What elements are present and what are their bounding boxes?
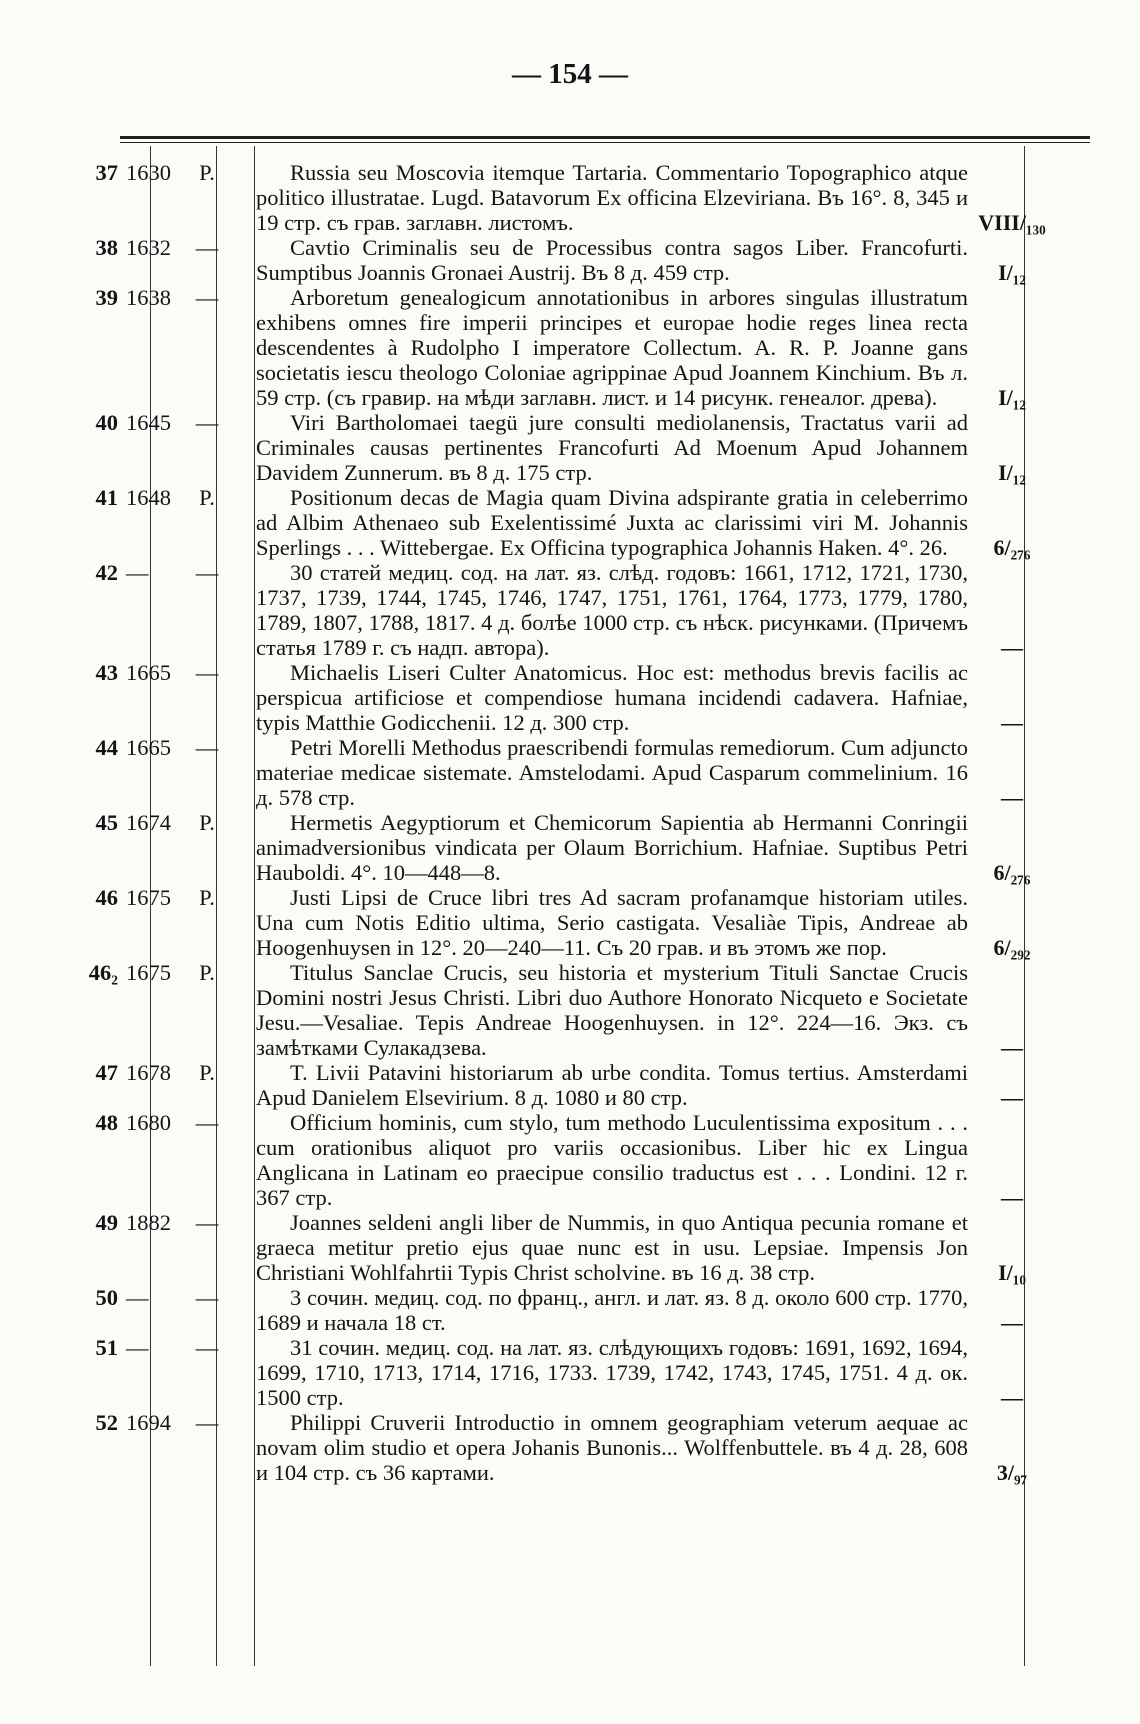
entry-year: 1630: [126, 160, 171, 185]
catalog-entry: [0, 810, 1140, 885]
entry-year: 1694: [126, 1410, 171, 1435]
catalog-entries: [0, 160, 1140, 1485]
entry-shelf-ref: I/₁₂: [998, 385, 1026, 410]
entry-mark: —: [195, 735, 219, 760]
entry-shelf-ref: —: [1001, 1385, 1023, 1410]
entry-mark: P.: [199, 1060, 215, 1085]
entry-text: T. Livii Patavini historiarum ab urbe condita. Tomus tertius. Amsterdami Apud Danielem Elsevirium. 8 д. 1080 и 80 стр.: [256, 1060, 968, 1110]
catalog-entry: [0, 1060, 1140, 1110]
entry-text: Joannes seldeni angli liber de Nummis, in quo Antiqua pecunia romane et graeca metitur pretio ejus quae nunc est in usu. Lepsiae. Impensis Jon Christiani Wohlfahrtii Typis Christ scholvine. въ 16 д. 38 стр.: [256, 1210, 968, 1285]
entry-mark: —: [195, 1210, 219, 1235]
entry-year: 1675: [126, 885, 171, 910]
entry-text: Philippi Cruverii Introductio in omnem geographiam veterum aequae ac novam olim studio et opera Johanis Bunonis... Wolffenbuttele. въ 4 д. 28, 608 и 104 стр. съ 36 картами.: [256, 1410, 968, 1485]
entry-year: 1678: [126, 1060, 171, 1085]
entry-shelf-ref: —: [1001, 1185, 1023, 1210]
entry-number: 42: [95, 560, 118, 585]
header-rule-thin: [120, 142, 1090, 143]
entry-shelf-ref: I/₁₂: [998, 460, 1026, 485]
entry-text: Russia seu Moscovia itemque Tartaria. Commentario Topographico atque politico illustratae. Lugd. Batavorum Ex officina Elzeviriana. Въ 16°. 8, 345 и 19 стр. съ грав. заглавн. листомъ.: [256, 160, 968, 235]
catalog-entry: [0, 1110, 1140, 1210]
entry-year: 1632: [126, 235, 171, 260]
entry-year: 1648: [126, 485, 171, 510]
entry-mark: P.: [199, 960, 215, 985]
entry-shelf-ref: 3/₉₇: [996, 1460, 1028, 1485]
page-number: — 154 —: [512, 58, 628, 90]
entry-year: —: [126, 560, 149, 585]
catalog-entry: [0, 410, 1140, 485]
catalog-entry: [0, 1410, 1140, 1485]
entry-shelf-ref: —: [1001, 1085, 1023, 1110]
entry-year: 1638: [126, 285, 171, 310]
entry-number: 46₂: [88, 960, 118, 985]
entry-shelf-ref: —: [1001, 1035, 1023, 1060]
entry-year: 1674: [126, 810, 171, 835]
entry-number: 43: [95, 660, 118, 685]
entry-year: 1665: [126, 660, 171, 685]
entry-mark: —: [195, 1410, 219, 1435]
entry-shelf-ref: 6/₂₇₆: [993, 860, 1031, 885]
entry-mark: P.: [199, 485, 215, 510]
catalog-entry: [0, 1210, 1140, 1285]
catalog-entry: [0, 960, 1140, 1060]
entry-number: 52: [95, 1410, 118, 1435]
entry-number: 37: [95, 160, 118, 185]
catalog-entry: [0, 885, 1140, 960]
entry-number: 39: [95, 285, 118, 310]
entry-mark: —: [195, 1110, 219, 1135]
entry-number: 48: [95, 1110, 118, 1135]
entry-mark: —: [195, 285, 219, 310]
catalog-entry: [0, 160, 1140, 235]
entry-shelf-ref: VIII/₁₃₀: [978, 210, 1046, 235]
catalog-entry: [0, 1335, 1140, 1410]
catalog-entry: [0, 560, 1140, 660]
entry-number: 50: [95, 1285, 118, 1310]
entry-mark: —: [195, 1285, 219, 1310]
entry-shelf-ref: —: [1001, 785, 1023, 810]
catalog-entry: [0, 660, 1140, 735]
entry-mark: —: [195, 560, 219, 585]
entry-year: —: [126, 1285, 149, 1310]
catalog-entry: [0, 1285, 1140, 1335]
entry-text: Cavtio Criminalis seu de Processibus contra sagos Liber. Francofurti. Sumptibus Joannis Gronaei Austrij. Въ 8 д. 459 стр.: [256, 235, 968, 285]
entry-text: Titulus Sanclae Crucis, seu historia et mysterium Tituli Sanctae Crucis Domini nostri Jesus Christi. Libri duo Authore Honorato Nicqueto e Societate Jesu.—Vesaliae. Tepis Andreae Hoogenhuysen. in 12°. 224—16. Экз. съ замѣтками Сулакадзева.: [256, 960, 968, 1060]
entry-text: Justi Lipsi de Cruce libri tres Ad sacram profanamque historiam utiles. Una cum Notis Editio ultima, Serio castigata. Vesaliàe Tipis, Andreae ab Hoogenhuysen in 12°. 20—240—11. Съ 20 грав. и въ этомъ же пор.: [256, 885, 968, 960]
catalog-entry: [0, 285, 1140, 410]
entry-shelf-ref: 6/₂₉₂: [993, 935, 1031, 960]
entry-text: Arboretum genealogicum annotationibus in arbores singulas illustratum exhibens omnes fire imperii principes et europae hodie reges linea recta descendentes à Rudolpho I imperatore Collectum. A. R. P. Joanne gans societatis iescu theologo Coloniae agrippinae Apud Joannem Kinchium. Въ л. 59 стр. (съ гравир. на мѣди заглавн. лист. и 14 рисунк. генеалог. древа).: [256, 285, 968, 410]
entry-year: 1645: [126, 410, 171, 435]
entry-shelf-ref: —: [1001, 1310, 1023, 1335]
catalog-entry: [0, 235, 1140, 285]
entry-mark: P.: [199, 885, 215, 910]
entry-number: 41: [95, 485, 118, 510]
entry-number: 44: [95, 735, 118, 760]
entry-shelf-ref: I/₁₂: [998, 260, 1026, 285]
entry-number: 46: [95, 885, 118, 910]
entry-text: 3 сочин. медиц. сод. по франц., англ. и лат. яз. 8 д. около 600 стр. 1770, 1689 и начала 18 ст.: [256, 1285, 968, 1335]
entry-shelf-ref: 6/₂₇₆: [993, 535, 1031, 560]
catalog-entry: [0, 485, 1140, 560]
entry-year: 1882: [126, 1210, 171, 1235]
entry-text: Michaelis Liseri Culter Anatomicus. Hoc est: methodus brevis facilis ac perspicua artificiose et compendiose humana incidendi cadavera. Hafniae, typis Matthie Godicchenii. 12 д. 300 стр.: [256, 660, 968, 735]
entry-number: 47: [95, 1060, 118, 1085]
entry-shelf-ref: —: [1001, 710, 1023, 735]
entry-text: 31 сочин. медиц. сод. на лат. яз. слѣдующихъ годовъ: 1691, 1692, 1694, 1699, 1710, 1713, 1714, 1716, 1733. 1739, 1742, 1743, 1745, 1751. 4 д. ок. 1500 стр.: [256, 1335, 968, 1410]
entry-year: 1665: [126, 735, 171, 760]
entry-mark: P.: [199, 160, 215, 185]
entry-mark: —: [195, 235, 219, 260]
entry-text: 30 статей медиц. сод. на лат. яз. слѣд. годовъ: 1661, 1712, 1721, 1730, 1737, 1739, 1744, 1745, 1746, 1747, 1751, 1761, 1764, 1773, 1779, 1780, 1789, 1807, 1788, 1817. 4 д. болѣе 1000 стр. съ нѣск. рисунками. (Причемъ статья 1789 г. съ надп. автора).: [256, 560, 968, 660]
entry-number: 38: [95, 235, 118, 260]
entry-number: 40: [95, 410, 118, 435]
entry-text: Viri Bartholomaei taegü jure consulti mediolanensis, Tractatus varii ad Criminales causas pertinentes Francofurti Ad Moenum Apud Johannem Davidem Zunnerum. въ 8 д. 175 стр.: [256, 410, 968, 485]
entry-shelf-ref: I/₁₀: [998, 1260, 1026, 1285]
entry-mark: —: [195, 660, 219, 685]
entry-text: Hermetis Aegyptiorum et Chemicorum Sapientia ab Hermanni Conringii animadversionibus vindicata per Olaum Borrichium. Hafniae. Suptibus Petri Hauboldi. 4°. 10—448—8.: [256, 810, 968, 885]
entry-number: 45: [95, 810, 118, 835]
entry-mark: P.: [199, 810, 215, 835]
entry-mark: —: [195, 410, 219, 435]
entry-shelf-ref: —: [1001, 635, 1023, 660]
header-rule: [120, 136, 1090, 139]
entry-text: Positionum decas de Magia quam Divina adspirante gratia in celeberrimo ad Albim Athenaeo sub Exelentissimé Juxta ac clarissimi viri M. Johannis Sperlings . . . Wittebergae. Ex Officina typographica Johannis Haken. 4°. 26.: [256, 485, 968, 560]
entry-year: —: [126, 1335, 149, 1360]
entry-text: Petri Morelli Methodus praescribendi formulas remediorum. Cum adjuncto materiae medicae sistemate. Amstelodami. Apud Casparum commelinium. 16 д. 578 стр.: [256, 735, 968, 810]
entry-mark: —: [195, 1335, 219, 1360]
entry-text: Officium hominis, cum stylo, tum methodo Luculentissima expositum . . . cum orationibus aliquot pro variis occasionibus. Liber hic ex Lingua Anglicana in Latinam eo praecipue consilio traductus est . . . Londini. 12 г. 367 стр.: [256, 1110, 968, 1210]
entry-year: 1680: [126, 1110, 171, 1135]
entry-number: 49: [95, 1210, 118, 1235]
entry-year: 1675: [126, 960, 171, 985]
entry-number: 51: [95, 1335, 118, 1360]
catalog-entry: [0, 735, 1140, 810]
